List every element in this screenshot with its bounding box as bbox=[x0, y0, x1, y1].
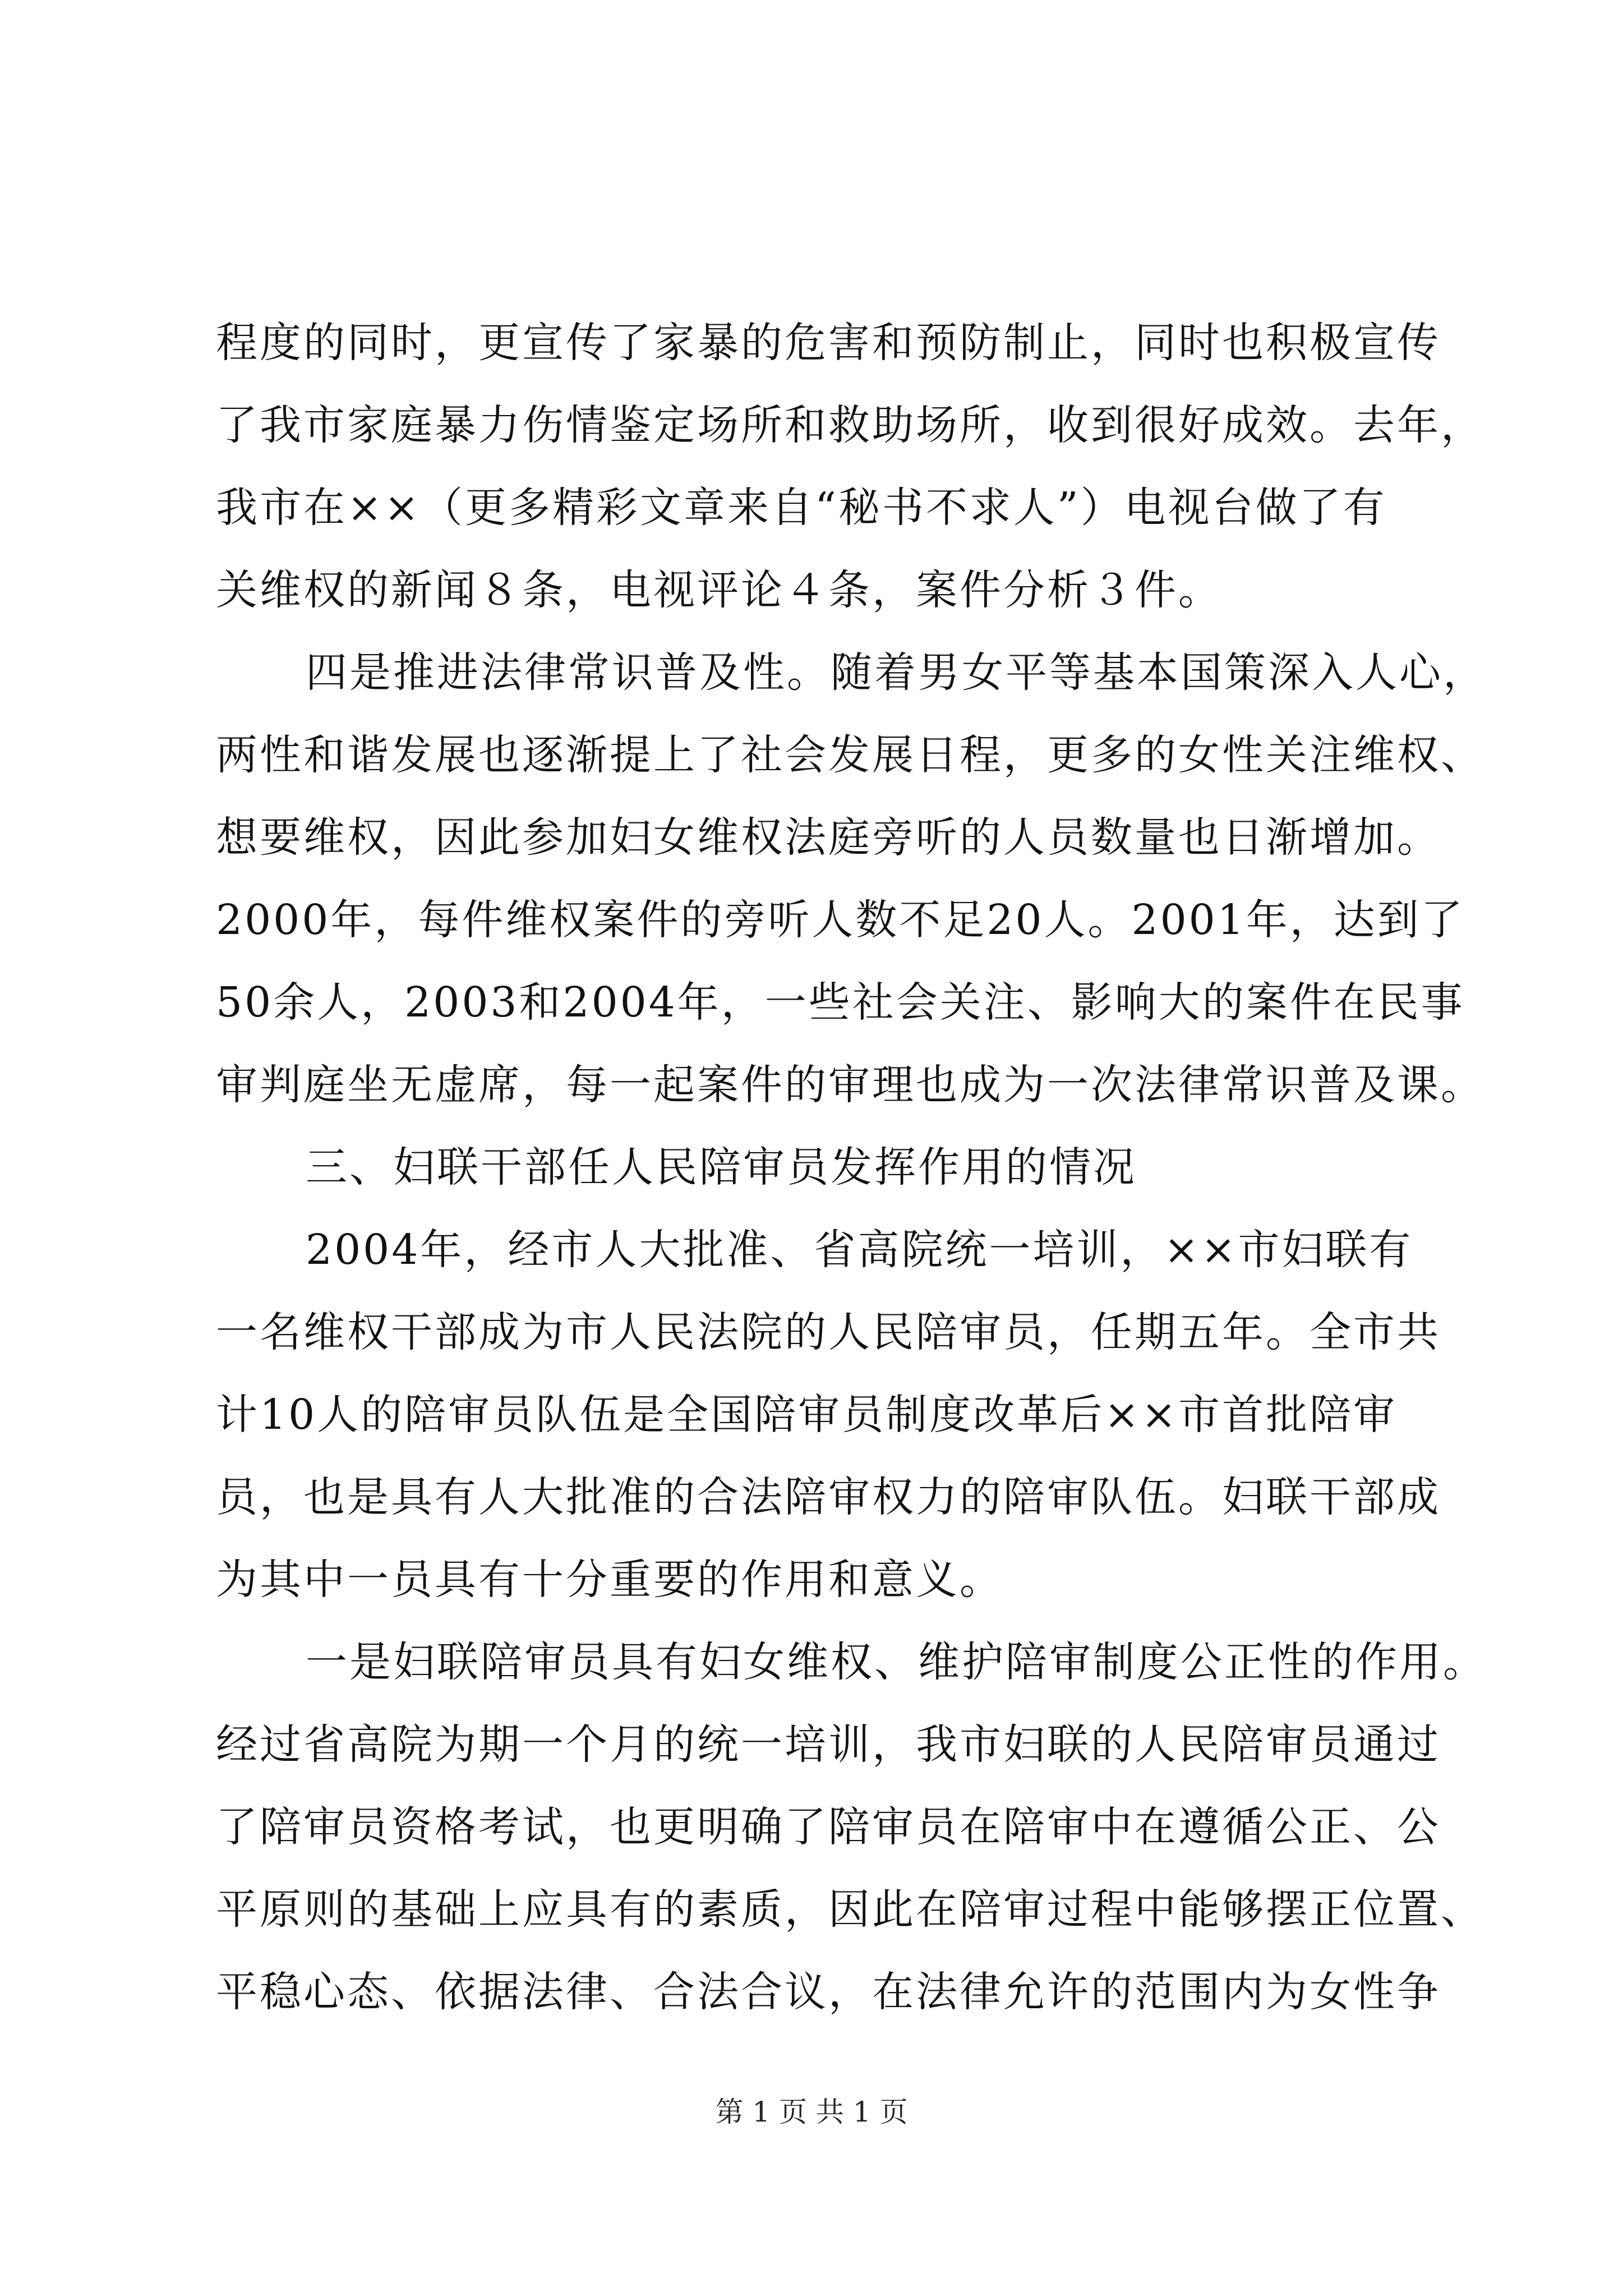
text-line: 我市在××（更多精彩文章来自“秘书不求人”）电视台做了有 bbox=[216, 484, 1387, 532]
text-line: 一名维权干部成为市人民法院的人民陪审员，任期五年。全市共 bbox=[216, 1308, 1441, 1356]
text-line: 为其中一员具有十分重要的作用和意义。 bbox=[216, 1556, 1003, 1604]
page-footer: 第 1 页 共 1 页 bbox=[715, 2096, 908, 2128]
section-heading: 三、妇联干部任人民陪审员发挥作用的情况 bbox=[306, 1143, 1137, 1191]
text-line: 经过省高院为期一个月的统一培训，我市妇联的人民陪审员通过 bbox=[216, 1720, 1441, 1769]
text-line: 了我市家庭暴力伤情鉴定场所和救助场所，收到很好成效。去年， bbox=[216, 401, 1484, 449]
paragraph-first-line: 四是推进法律常识普及性。随着男女平等基本国策深入人心， bbox=[306, 648, 1487, 697]
paragraph-first-line: 2004年，经市人大批准、省高院统一培训，××市妇联有 bbox=[306, 1226, 1413, 1274]
text-line: 2000年，每件维权案件的旁听人数不足20人。2001年，达到了 bbox=[216, 896, 1465, 944]
text-line: 关维权的新闻８条，电视评论４条，案件分析３件。 bbox=[216, 566, 1222, 614]
text-line: 员，也是具有人大批准的合法陪审权力的陪审队伍。妇联干部成 bbox=[216, 1473, 1441, 1521]
text-line: 50余人，2003和2004年，一些社会关注、影响大的案件在民事 bbox=[216, 978, 1465, 1027]
text-line: 两性和谐发展也逐渐提上了社会发展日程，更多的女性关注维权、 bbox=[216, 731, 1484, 779]
text-line: 平稳心态、依据法律、合法合议，在法律允许的范围内为女性争 bbox=[216, 1968, 1441, 2016]
paragraph-first-line: 一是妇联陪审员具有妇女维权、维护陪审制度公正性的作用。 bbox=[306, 1638, 1487, 1686]
document-body bbox=[216, 302, 1487, 2033]
text-line: 计10人的陪审员队伍是全国陪审员制度改革后××市首批陪审 bbox=[216, 1391, 1398, 1439]
text-line: 想要维权，因此参加妇女维权法庭旁听的人员数量也日渐增加。 bbox=[216, 813, 1441, 862]
text-line: 程度的同时，更宣传了家暴的危害和预防制止，同时也积极宣传 bbox=[216, 319, 1441, 367]
text-line: 了陪审员资格考试，也更明确了陪审员在陪审中在遵循公正、公 bbox=[216, 1803, 1441, 1851]
text-line: 审判庭坐无虚席，每一起案件的审理也成为一次法律常识普及课。 bbox=[216, 1061, 1484, 1109]
text-line: 平原则的基础上应具有的素质，因此在陪审过程中能够摆正位置、 bbox=[216, 1885, 1484, 1934]
